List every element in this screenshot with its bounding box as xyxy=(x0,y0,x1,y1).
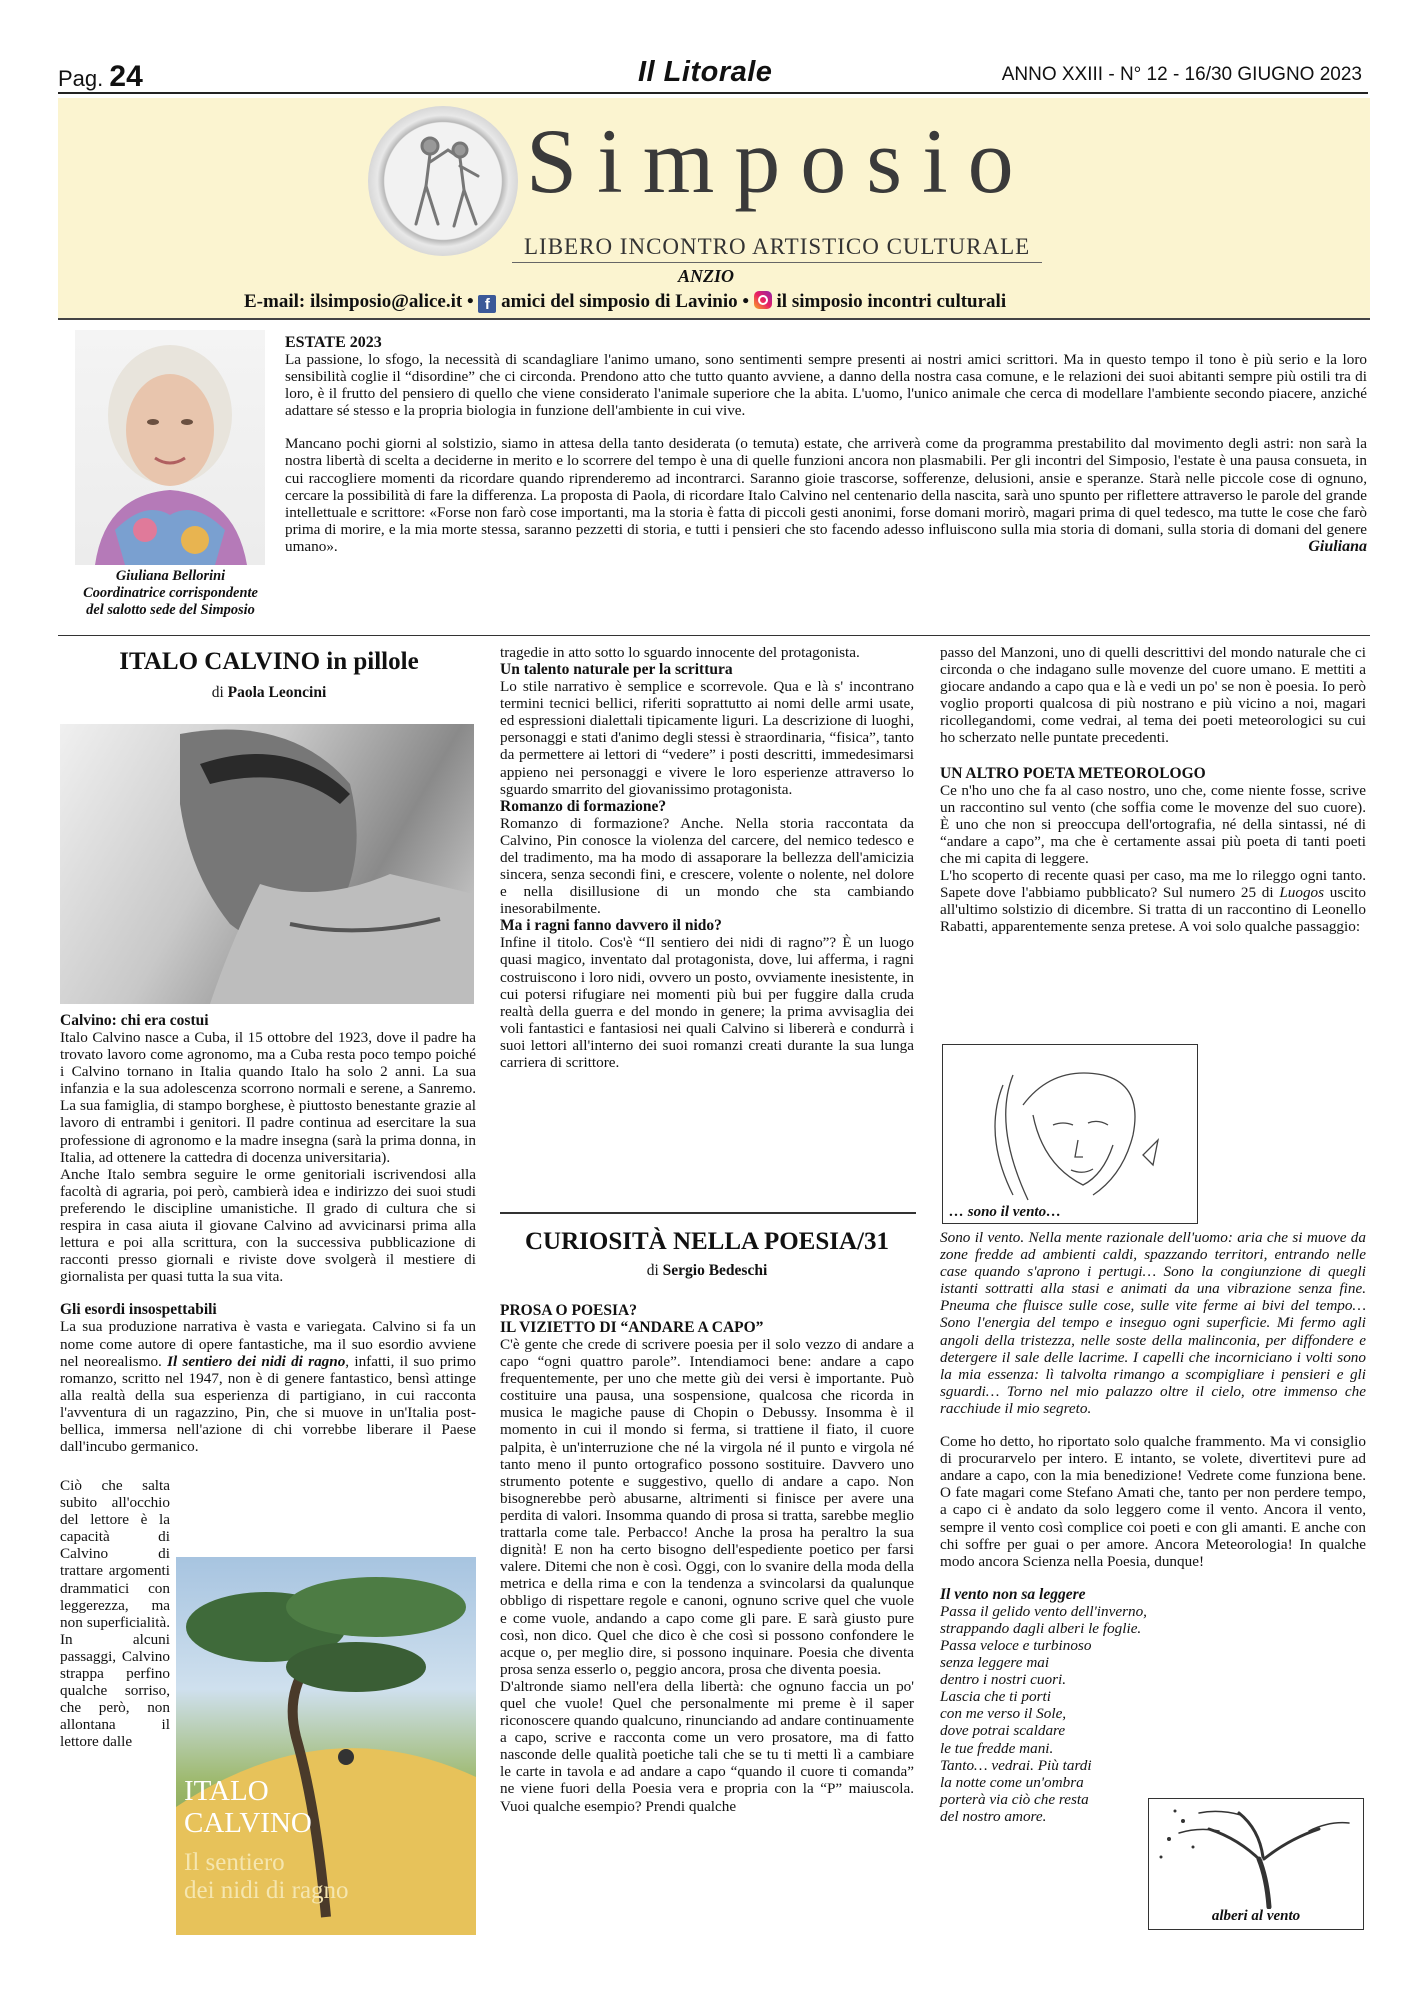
middle-sub-1: Un talento naturale per la scrittura xyxy=(500,661,733,679)
newspaper-name: Il Litorale xyxy=(638,56,773,88)
calvino-para-1: Italo Calvino nasce a Cuba, il 15 ottobre del 1923, dove il padre ha trovato lavoro come agronomo, ma a Cuba resta poco tempo poiché i Calvino tornano in Italia quando Italo ha solo 2 anni. La sua infanzia e la sua adolescenza scorrono normali e serene, a Sanremo. La sua famiglia, di stampo borghese, è piuttosto benestante grazie al lavoro di entrambi i genitori. Il padre continua ad esercitare la sua professione di agronomo e la madre insegna (sarà la prima donna, in Italia, ad ottenere la cattedra di docenza universitaria). xyxy=(60,1029,476,1166)
curiosita-para-4: Ce n'ho uno che fa al caso nostro, uno che, come niente fosse, scrive un raccontino sul vento (che soffia come le movenze del suo cuore). È uno che non si preoccupa dell'ortografia, né della sintassi, né di “andare a capo”, ma che è certamente assai più poeta di tanti poeti che mi capita di leggere. xyxy=(940,781,1366,867)
calvino-text xyxy=(60,1012,476,1455)
cover-title: Il sentiero dei nidi di ragno xyxy=(184,1849,349,1904)
editorial-para-1: La passione, lo sfogo, la necessità di scandagliare l'animo umano, sono sentimenti sempre presenti ai nostri amici scrittori. Ma in questo tempo il tono è più serio e la loro sensibilità coglie il “disordine” che ci circonda. Prendono atto che tutto quanto avviene, a danno della nostra casa comune, e le relazioni dei suoi abitanti sempre più ostili tra di loro, è il frutto del pensiero di quello che viene considerato l'animale superiore che la abita. L'uomo, l'unico animale che cerca di modellare l'ambiente secondo piacere, anziché adattare sé stesso e la propria biologia in funzione dell'ambiente in cui vive. xyxy=(285,351,1367,420)
facebook-icon: f xyxy=(478,295,496,313)
medallion-logo xyxy=(368,106,518,256)
calvino-sub-1: Calvino: chi era costui xyxy=(60,1012,209,1029)
tree-caption: alberi al vento xyxy=(1211,1908,1301,1924)
calvino-sub-2: Gli esordi insospettabili xyxy=(60,1301,217,1319)
curiosita-author: Sergio Bedeschi xyxy=(662,1262,768,1279)
calvino-para-4: Ciò che salta subito all'occhio del lettore è la capacità di Calvino di trattare argomenti drammatici con leggerezza, ma non superficialità. In alcuni passaggi, Calvino strappa perfino qualche sorriso, che però, non allontana il lettore dalle xyxy=(60,1477,170,1751)
curiosita-title: CURIOSITÀ NELLA POESIA/31 xyxy=(525,1228,889,1255)
curiosita-sub-2: IL VIZIETTO DI “ANDARE A CAPO” xyxy=(500,1319,764,1336)
curiosita-para-6: Come ho detto, ho riportato solo qualche frammento. Ma vi consiglio di procurarvelo per intero. E intanto, se volete, divertitevi pure ad andare a capo, con la mia benedizione! Vedrete come funziona bene. O fate magari come Stefano Amati che, tanto per non perdere tempo, a capo ci è andato da solo leggero come il vento. Ancora il vento, sempre il vento così complice coi poeti e con gli amanti. E anche con chi soffre per guai o per amore. Ancora Meteorologia! In qualche modo ancora Scienza nella Poesia, dunque! xyxy=(940,1433,1366,1570)
page-number: 24 xyxy=(109,60,143,93)
curiosita-para-1: C'è gente che crede di scrivere poesia per il solo vezzo di andare a capo “ogni quattro parole”. Intendiamoci bene: andare a capo frequentemente, per uno che mette giù dei versi è importante. Può costituire una pausa, una sospensione, qualcosa che ricorda in musica le magiche pause di Chopin o Debussy. Insomma è il momento in cui il mondo si ferma, si trattiene il fiato, il cuore palpita, è un'interruzione che né la virgola né il punto e virgola né tanto meno il punto ortografico possono sostituire. Davvero uno strumento potente e suggestivo, quello di andare a capo. Non bisognerebbe però abusarne, altrimenti si finisce per avere una perdita di valori. Insomma quando di prosa si tratta, sarebbe meglio trattarla come tale. Perbacco! Anche la prosa ha peraltro la sua dignità! E non ha certo bisogno dell'espediente poetico per farsi valere. Ditemi che non è così. Oggi, con lo svanire della moda della metrica e della rima e con la tendenza a svincolarsi da qualunque obbligo di rispettare regole e canoni, ognuno scrive quel che vuole e come vuole, andando a capo come gli pare. E sarà giusto pure così, non dico. Quel che dico è che così si possono confondere le acque o, per meglio dire, si possono inquinare. Poesia che diventa prosa senza esserlo o, peggio ancora, prosa che diventa poesia. xyxy=(500,1336,914,1678)
drawing-caption: … sono il vento… xyxy=(949,1204,1062,1220)
calvino-para-3: La sua produzione narrativa è vasta e variegata. Calvino si fa un nome come autore di opere fantastiche, ma il suo esordio avviene nel neorealismo. Il sentiero dei nidi di ragno, infatti, il suo primo romanzo, scritto nel 1947, non è di genere fantastico, bensì attinge alla realtà della sua esperienza di partigiano, in cui racconta l'avventura di un ragazzino, Pin, che si muove in un'Italia post-bellica, immersa nell'azione di chi vorrebbe liberare il Paese dall'incubo germanico. xyxy=(60,1318,477,1456)
book-cover xyxy=(176,1557,476,1935)
middle-cont: tragedie in atto sotto lo sguardo innocente del protagonista. xyxy=(500,644,860,661)
article-divider xyxy=(500,1212,916,1214)
editorial-column xyxy=(285,334,1367,556)
middle-sub-3: Ma i ragni fanno davvero il nido? xyxy=(500,917,722,935)
poem-body: Passa il gelido vento dell'inverno, strappando dagli alberi le foglie. Passa veloce e turbinoso senza leggere mai dentro i nostri cuori. Lascia che ti porti con me verso il Sole, dove potrai scaldare le tue fredde mani. Tanto… vedrai. Più tardi la notte come un'ombra porterà via ciò che resta del nostro amore. xyxy=(940,1602,1147,1825)
curiosita-sub-1: PROSA O POESIA? xyxy=(500,1302,637,1319)
simposio-banner xyxy=(58,98,1370,320)
middle-para-1: Lo stile narrativo è semplice e scorrevole. Qua e là s' incontrano termini tecnici bellici, riferiti soprattutto ai nomi delle armi usate, ed espressioni dialettali tipicamente liguri. La descrizione di luoghi, personaggi e stati d'animo degli stessi è straordinaria, “fisica”, tanto da permettere ai lettori di “vedere” i posti descritti, immedesimarsi appieno nei personaggi e vivere le loro esperienze attraverso lo sguardo smarrito del giovanissimo protagonista. xyxy=(500,678,914,798)
curiosita-sub-3: UN ALTRO POETA METEOROLOGO xyxy=(940,764,1206,782)
calvino-continued xyxy=(500,644,914,1071)
editorial-para-2: Mancano pochi giorni al solstizio, siamo in attesa della tanto desiderata (o temuta) estate, che arriverà come da programma prestabilito dal movimento degli astri: non sarà la nostra libertà di scelta a deciderne in merito e lo scorrere del tempo è una di quelle funzioni ancora non plasmabili. Per gli incontri del Simposio, l'estate è una pausa consueta, in cui raccogliere momenti da ricordare quando riprenderemo ad incontrarci. Saranno gioie trascorse, sofferenze, delusioni, ansie e speranze. Starà nelle piccole cose di ognuno, cercare la possibilità di fare la differenza. La proposta di Paola, di ricordare Italo Calvino nel centenario della nascita, sarà uno spunto per riflettere attraverso le parole del grande intellettuale e scrittore: «Forse non farò cose importanti, ma la storia è fatta di piccoli gesti anonimi, forse domani morirò, magari prima di quel tedesco, ma tutte le cose che farò prima di morire, e la mia morte stessa, saranno pezzetti di storia, e tutti i pensieri che sto facendo adesso influiscono sulla mia storia di domani, sulla storia di domani del genere umano». xyxy=(285,435,1367,555)
calvino-byline: di Paola Leoncini xyxy=(211,684,327,701)
cover-author: ITALO CALVINO xyxy=(184,1775,312,1839)
portrait-caption-role: Coordinatrice corrispondente xyxy=(83,585,258,601)
banner-subtitle: LIBERO INCONTRO ARTISTICO CULTURALE xyxy=(512,234,1042,263)
middle-sub-2: Romanzo di formazione? xyxy=(500,797,667,815)
calvino-title: ITALO CALVINO in pillole xyxy=(119,648,419,675)
woman-face-drawing xyxy=(943,1045,1199,1205)
page-header xyxy=(58,56,1368,94)
instagram-icon xyxy=(754,291,772,309)
bellorini-portrait xyxy=(75,330,265,565)
curiosita-byline: di Sergio Bedeschi xyxy=(646,1262,768,1279)
curiosita-continued xyxy=(940,644,1366,935)
curiosita-lower xyxy=(940,1229,1366,1825)
banner-title: Simposio xyxy=(526,110,1034,212)
calvino-author: Paola Leoncini xyxy=(227,684,327,701)
wind-drawing xyxy=(942,1044,1198,1224)
dancers-icon xyxy=(368,106,518,256)
book-title-ref: Il sentiero dei nidi di ragno xyxy=(167,1352,346,1370)
portrait-caption-role2: del salotto sede del Simposio xyxy=(86,602,255,618)
instagram-link[interactable]: il simposio incontri culturali xyxy=(776,291,1007,312)
curiosita-article xyxy=(500,1228,914,1815)
calvino-photo xyxy=(60,724,474,1004)
banner-location: ANZIO xyxy=(678,266,735,286)
curiosita-para-5: L'ho scoperto di recente quasi per caso, ma me lo rileggo ogni tanto. Sapete dove l'abbiamo pubblicato? Sul numero 25 di Luogos uscito all'ultimo solstizio di dicembre. Si tratta di un raccontino di Leonello Rabatti, apparentemente senza pretese. A voi solo qualche passaggio: xyxy=(940,867,1367,936)
middle-para-2: Romanzo di formazione? Anche. Nella storia raccontata da Calvino, Pin conosce la violenza del carcere, del nemico tedesco e del tradimento, ma ha modo di assaporare la bellezza dell'amicizia sincera, senza secondi fini, e crescere, volente o nolente, nel dolore e nella disillusione di un mondo che sta cambiando inesorabilmente. xyxy=(500,814,914,918)
calvino-article xyxy=(60,648,478,702)
calvino-narrow-text xyxy=(60,1477,170,1751)
contact-line: E-mail: ilsimposio@alice.it • f amici del simposio di Lavinio • il simposio incontri culturali xyxy=(244,291,1007,313)
curiosita-para-3: passo del Manzoni, uno di quelli descrittivi del mondo naturale che ci circonda o che indagano sulle movenze del cuore umano. E mettiti a giocare andando a capo qua e là e vedi un po' se non è poesia. Io però voglio proporti qualcosa di più nostrano e più vicino a noi, magari ricollegandomi, come vedrai, al tema dei poeti meteorologici su cui ho scherzato nelle puntate precedenti. xyxy=(940,644,1366,747)
curiosita-para-2: D'altronde siamo nell'era della libertà: che ognuno faccia un po' quel che vuole! Quel che personalmente mi preme è il saper riconoscere quando qualcuno, rinunciando ad andare continuamente a capo, scrive e racconta come un vero prosatore, ma di fatto nasconde delle qualità poetiche tali che se tu ti metti lì a cambiare le carte in tavola e ad andare a capo “quando il cuore ti comanda” ne viene fuori della Poesia vera e propria con la “P” maiuscola. Vuoi qualche esempio? Prendi qualche xyxy=(500,1677,914,1815)
tree-in-wind-icon xyxy=(1149,1799,1365,1909)
page-label: Pag. xyxy=(58,66,104,91)
calvino-para-2: Anche Italo sembra seguire le orme genitoriali iscrivendosi alla facoltà di agraria, poi però, cambierà idea e indirizzo dei suoi studi preferendo le discipline umanistiche. Il grado di cultura che si respira in casa aiuta il giovane Calvino ad avvicinarsi prima alla lettura e poi alla scrittura, con la successiva pubblicazione di racconti presso giornali e riviste dove svolgerà il mestiere di giornalista per quasi tutta la sua vita. xyxy=(60,1165,476,1286)
rabatti-quote: Sono il vento. Nella mente razionale dell'uomo: aria che si muove da zone fredde ad ambienti caldi, spazzando territori, entrando nelle case quando s'aprono i pertugi… Sono la congiunzione di quegli istanti sottratti alla stasi e animati da una vibrazione senza fine. Pneuma che fluisce sulle cose, sulle vite ferme ai bivi del tempo… Sono l'energia del tempo e inseguo ogni superficie. Mi fermo agli angoli della tristezza, nelle soste della malinconia, per diffondere e detergere il sale delle lacrime. I capelli che incorniciano i volti sono la mia essenza: lì talvolta rimango a scompigliare i pensieri e gli sguardi… Torno nel mio palazzo oltre il cielo, otre immenso che racchiude il mio segreto. xyxy=(940,1229,1366,1417)
editorial-divider xyxy=(58,635,1370,636)
tree-drawing xyxy=(1148,1798,1364,1930)
facebook-link[interactable]: amici del simposio di Lavinio xyxy=(501,291,738,312)
issue-info: ANNO XXIII - N° 12 - 16/30 GIUGNO 2023 xyxy=(1001,64,1362,85)
portrait-caption-name: Giuliana Bellorini xyxy=(115,568,226,584)
email-link[interactable]: E-mail: ilsimposio@alice.it xyxy=(244,291,463,312)
poem-title: Il vento non sa leggere xyxy=(940,1585,1086,1603)
middle-para-3: Infine il titolo. Cos'è “Il sentiero dei nidi di ragno”? È un luogo quasi magico, inventato dal protagonista, dove, lui afferma, i ragni costruiscono i loro nidi, ovvero un posto, ovviamente inesistente, in cui potersi rifugiare nei momenti più bui per fuggire dalla cruda realtà della guerra e del mondo in genere; la prima avvisaglia dei voli fantastici e fantasiosi nei quali Calvino si libererà e condurrà i suoi lettori all'interno dei suoi romanzi creati durante la sua lunga carriera di scrittore. xyxy=(500,934,914,1071)
luogos-ref: Luogos xyxy=(1279,884,1325,902)
editorial-title: ESTATE 2023 xyxy=(285,334,382,351)
editorial-signature: Giuliana xyxy=(1308,538,1367,556)
